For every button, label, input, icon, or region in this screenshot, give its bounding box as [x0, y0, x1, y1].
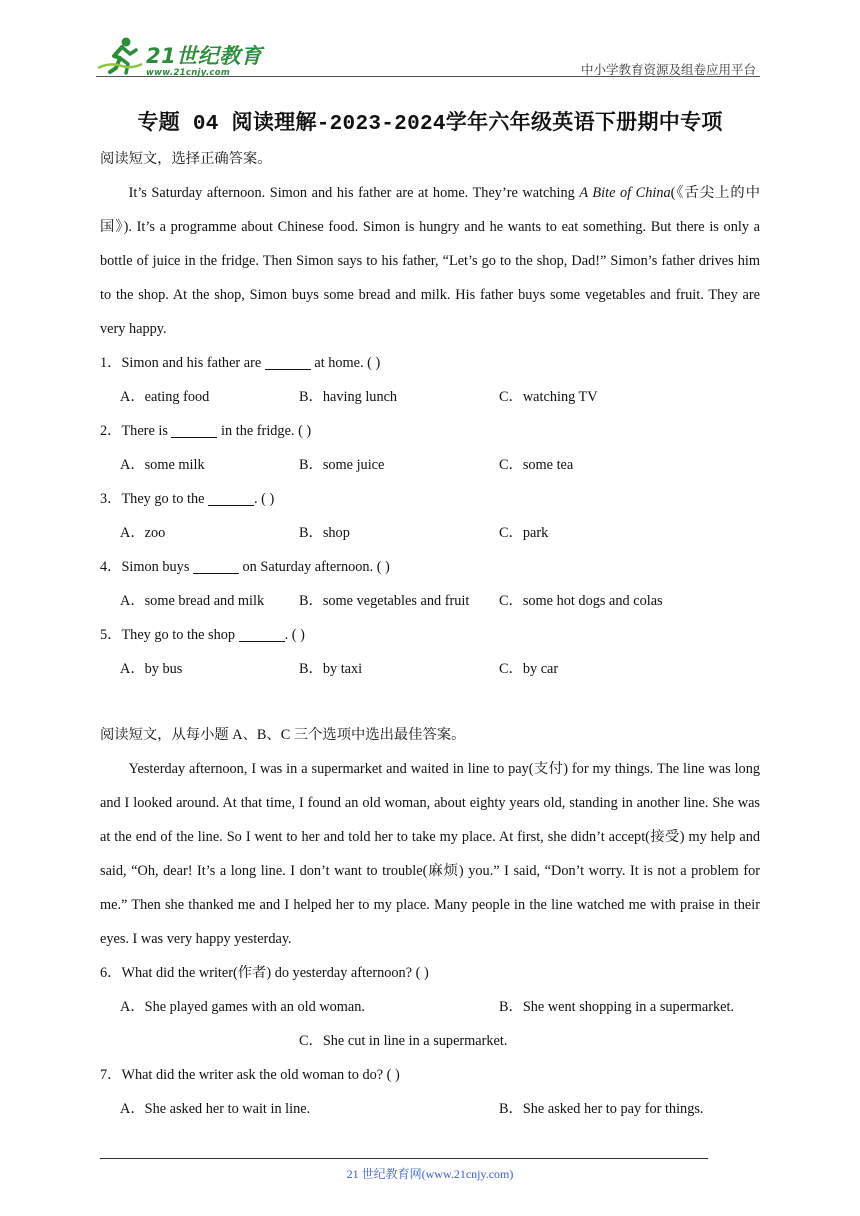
title-code: 04: [192, 113, 219, 136]
footer-link[interactable]: 21 世纪教育网(www.21cnjy.com): [346, 1167, 514, 1181]
logo-text: 21世纪教育: [146, 44, 263, 68]
page-header: [96, 30, 760, 78]
option-a[interactable]: A．She asked her to wait in line.: [120, 1101, 311, 1117]
title-prefix: 专题: [137, 110, 180, 134]
question-1: 1．Simon and his father are at home. ( ): [100, 355, 381, 371]
title-main: 阅读理解: [231, 110, 317, 134]
runner-logo-icon: [96, 36, 144, 76]
question-6: 6．What did the writer(作者) do yesterday afternoon? ( ): [100, 965, 429, 981]
option-c[interactable]: C．by car: [499, 661, 559, 677]
worksheet-content: [100, 142, 760, 1126]
platform-name: 中小学教育资源及组卷应用平台: [580, 63, 756, 77]
answer-blank: [171, 423, 217, 438]
page-title: [0, 106, 860, 136]
option-b[interactable]: B．She went shopping in a supermarket.: [499, 999, 735, 1015]
footer-divider: [100, 1158, 708, 1159]
option-a[interactable]: A．zoo: [120, 525, 166, 541]
option-c[interactable]: C．park: [499, 525, 549, 541]
title-years: -2023-2024: [316, 113, 446, 136]
option-a[interactable]: A．some milk: [120, 457, 205, 473]
answer-blank: [193, 559, 239, 574]
question-5: 5．They go to the shop . ( ): [100, 627, 305, 643]
question-4: 4．Simon buys on Saturday afternoon. ( ): [100, 559, 390, 575]
section2-instruction: 阅读短文，从每小题 A、B、C 三个选项中选出最佳答案。: [100, 727, 466, 743]
question-3-options: [100, 516, 760, 550]
site-logo[interactable]: [96, 36, 276, 78]
option-a[interactable]: A．She played games with an old woman.: [120, 999, 365, 1015]
section-spacer: [100, 686, 760, 718]
question-6-options-row1: [100, 990, 760, 1024]
option-c[interactable]: C．watching TV: [499, 389, 598, 405]
header-divider: [96, 76, 760, 77]
option-b[interactable]: B．by taxi: [299, 661, 363, 677]
question-2: 2．There is in the fridge. ( ): [100, 423, 312, 439]
question-4-options: [100, 584, 760, 618]
section1-passage: It’s Saturday afternoon. Simon and his father are at home. They’re watching A Bite of China(《舌尖上的中国》). It’s a programme about Chinese food. Simon is hungry and he wants to eat something. But there is only a bottle of juice in the fridge. Then Simon says to his father, “Let’s go to the shop, Dad!” Simon’s father drives him to the shop. At the shop, Simon buys some bread and milk. His father buys some vegetables and fruit. They are very happy.: [100, 185, 760, 337]
answer-blank: [239, 627, 285, 642]
question-3: 3．They go to the . ( ): [100, 491, 275, 507]
question-5-options: [100, 652, 760, 686]
question-1-options: [100, 380, 760, 414]
title-suffix: 学年六年级英语下册期中专项: [445, 110, 723, 134]
option-b[interactable]: B．She asked her to pay for things.: [499, 1101, 704, 1117]
option-c[interactable]: C．some tea: [499, 457, 574, 473]
option-a[interactable]: A．by bus: [120, 661, 183, 677]
option-b[interactable]: B．some juice: [299, 457, 385, 473]
answer-blank: [265, 355, 311, 370]
option-b[interactable]: B．shop: [299, 525, 350, 541]
logo-url: www.21cnjy.com: [146, 68, 230, 78]
section2-passage: Yesterday afternoon, I was in a supermarket and waited in line to pay(支付) for my things. The line was long and I looked around. At that time, I found an old woman, about eighty years old, standing in another line. She was at the end of the line. So I went to her and told her to take my place. At first, she didn’t accept(接受) my help and said, “Oh, dear! It’s a long line. I don’t want to trouble(麻烦) you.” I said, “Don’t worry. It is not a problem for me.” Then she thanked me and I helped her to my place. Many people in the line watched me with praise in their eyes. I was very happy yesterday.: [100, 761, 760, 947]
question-7-options: [100, 1092, 760, 1126]
question-2-options: [100, 448, 760, 482]
option-a[interactable]: A．eating food: [120, 389, 210, 405]
option-a[interactable]: A．some bread and milk: [120, 593, 265, 609]
question-7: 7．What did the writer ask the old woman to do? ( ): [100, 1067, 400, 1083]
question-6-options-row2: [100, 1024, 760, 1058]
section1-instruction: 阅读短文，选择正确答案。: [100, 151, 272, 167]
option-b[interactable]: B．having lunch: [299, 389, 398, 405]
option-b[interactable]: B．some vegetables and fruit: [299, 593, 470, 609]
option-c[interactable]: C．some hot dogs and colas: [499, 593, 663, 609]
option-c[interactable]: C．She cut in line in a supermarket.: [299, 1033, 508, 1049]
answer-blank: [208, 491, 254, 506]
